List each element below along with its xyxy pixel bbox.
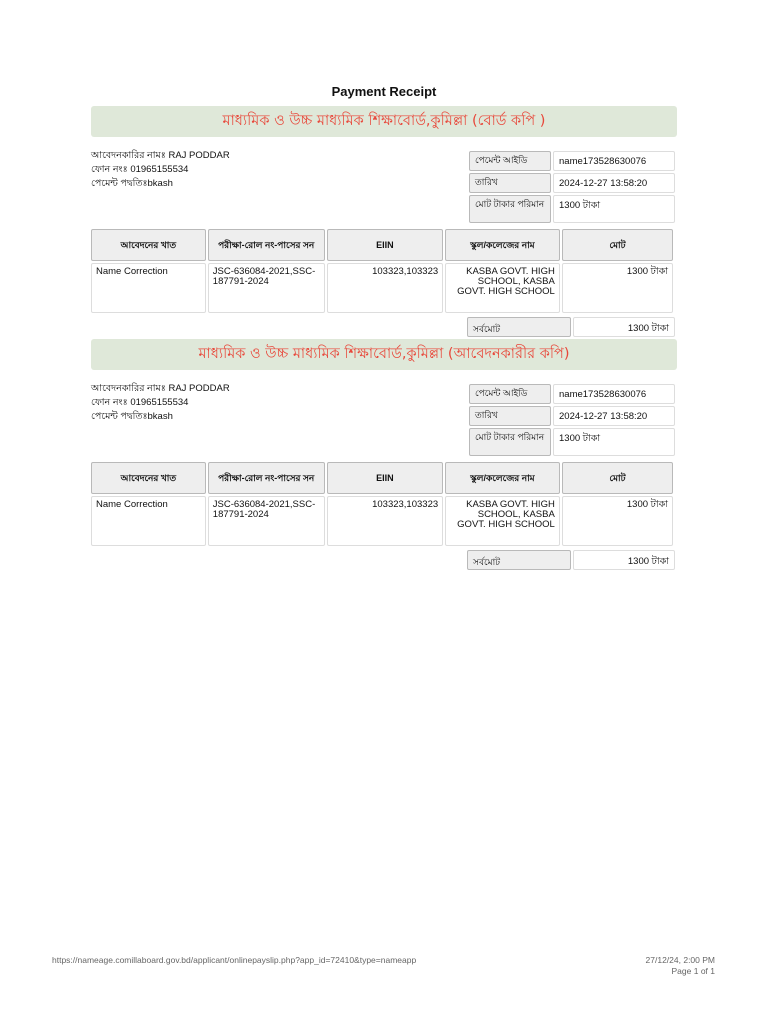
amount-label: মোট টাকার পরিমান — [469, 195, 551, 223]
table-row — [91, 496, 673, 546]
items-table — [89, 460, 675, 548]
info-block — [91, 382, 677, 458]
date-value: 2024-12-27 13:58:20 — [553, 173, 675, 193]
amount-value: 1300 টাকা — [553, 195, 675, 223]
applicant-copy-banner: মাধ্যমিক ও উচ্চ মাধ্যমিক শিক্ষাবোর্ড,কুমিল্লা (আবেদনকারীর কপি) — [91, 339, 677, 370]
cell-item: Name Correction — [91, 496, 206, 546]
amount-value: 1300 টাকা — [553, 428, 675, 456]
amount-label: মোট টাকার পরিমান — [469, 428, 551, 456]
applicant-details — [91, 149, 230, 191]
payment-method: পেমেন্ট পদ্বতিঃbkash — [91, 178, 173, 189]
cell-school: KASBA GOVT. HIGH SCHOOL, KASBA GOVT. HIGH SCHOOL — [445, 496, 560, 546]
payment-method: পেমেন্ট পদ্বতিঃbkash — [91, 411, 173, 422]
header-total: মোট — [562, 229, 673, 261]
table-row — [91, 263, 673, 313]
header-eiin: EIIN — [327, 229, 444, 261]
cell-total: 1300 টাকা — [562, 263, 673, 313]
cell-exam-roll: JSC-636084-2021,SSC-187791-2024 — [208, 496, 325, 546]
cell-total: 1300 টাকা — [562, 496, 673, 546]
payment-summary — [469, 384, 675, 458]
payment-id-value: name173528630076 — [553, 384, 675, 404]
cell-school: KASBA GOVT. HIGH SCHOOL, KASBA GOVT. HIGH SCHOOL — [445, 263, 560, 313]
grand-total-value: 1300 টাকা — [573, 550, 675, 570]
cell-eiin: 103323,103323 — [327, 263, 444, 313]
applicant-details — [91, 382, 230, 424]
header-item: আবেদনের খাত — [91, 229, 206, 261]
cell-exam-roll: JSC-636084-2021,SSC-187791-2024 — [208, 263, 325, 313]
page-title: Payment Receipt — [331, 84, 437, 99]
grand-total-row — [91, 317, 675, 337]
header-exam-roll: পরীক্ষা-রোল নং-পাসের সন — [208, 462, 325, 494]
payment-id-label: পেমেন্ট আইডি — [469, 384, 551, 404]
grand-total-label: সর্বমোট — [467, 550, 571, 570]
payment-summary — [469, 151, 675, 225]
header-total: মোট — [562, 462, 673, 494]
footer-datetime: 27/12/24, 2:00 PM — [645, 955, 715, 965]
date-label: তারিখ — [469, 406, 551, 426]
payment-id-label: পেমেন্ট আইডি — [469, 151, 551, 171]
board-copy-banner: মাধ্যমিক ও উচ্চ মাধ্যমিক শিক্ষাবোর্ড,কুমিল্লা (বোর্ড কপি ) — [91, 106, 677, 137]
applicant-name: আবেদনকারির নামঃ RAJ PODDAR — [91, 383, 230, 394]
cell-item: Name Correction — [91, 263, 206, 313]
applicant-name: আবেদনকারির নামঃ RAJ PODDAR — [91, 150, 230, 161]
footer-meta — [646, 955, 715, 977]
header-item: আবেদনের খাত — [91, 462, 206, 494]
header-school: স্কুল/কলেজের নাম — [445, 229, 560, 261]
cell-eiin: 103323,103323 — [327, 496, 444, 546]
items-table — [89, 227, 675, 315]
header-exam-roll: পরীক্ষা-রোল নং-পাসের সন — [208, 229, 325, 261]
applicant-phone: ফোন নংঃ 01965155534 — [91, 397, 189, 408]
grand-total-row — [91, 550, 675, 570]
payment-id-value: name173528630076 — [553, 151, 675, 171]
header-eiin: EIIN — [327, 462, 444, 494]
footer-url: https://nameage.comillaboard.gov.bd/applicant/onlinepayslip.php?app_id=72410&type=nameapp — [52, 955, 417, 965]
grand-total-value: 1300 টাকা — [573, 317, 675, 337]
board-copy-section — [91, 106, 677, 337]
grand-total-label: সর্বমোট — [467, 317, 571, 337]
date-value: 2024-12-27 13:58:20 — [553, 406, 675, 426]
header-school: স্কুল/কলেজের নাম — [445, 462, 560, 494]
applicant-copy-section — [91, 339, 677, 570]
applicant-phone: ফোন নংঃ 01965155534 — [91, 164, 189, 175]
footer-page-number: Page 1 of 1 — [671, 966, 715, 976]
info-block — [91, 149, 677, 225]
date-label: তারিখ — [469, 173, 551, 193]
